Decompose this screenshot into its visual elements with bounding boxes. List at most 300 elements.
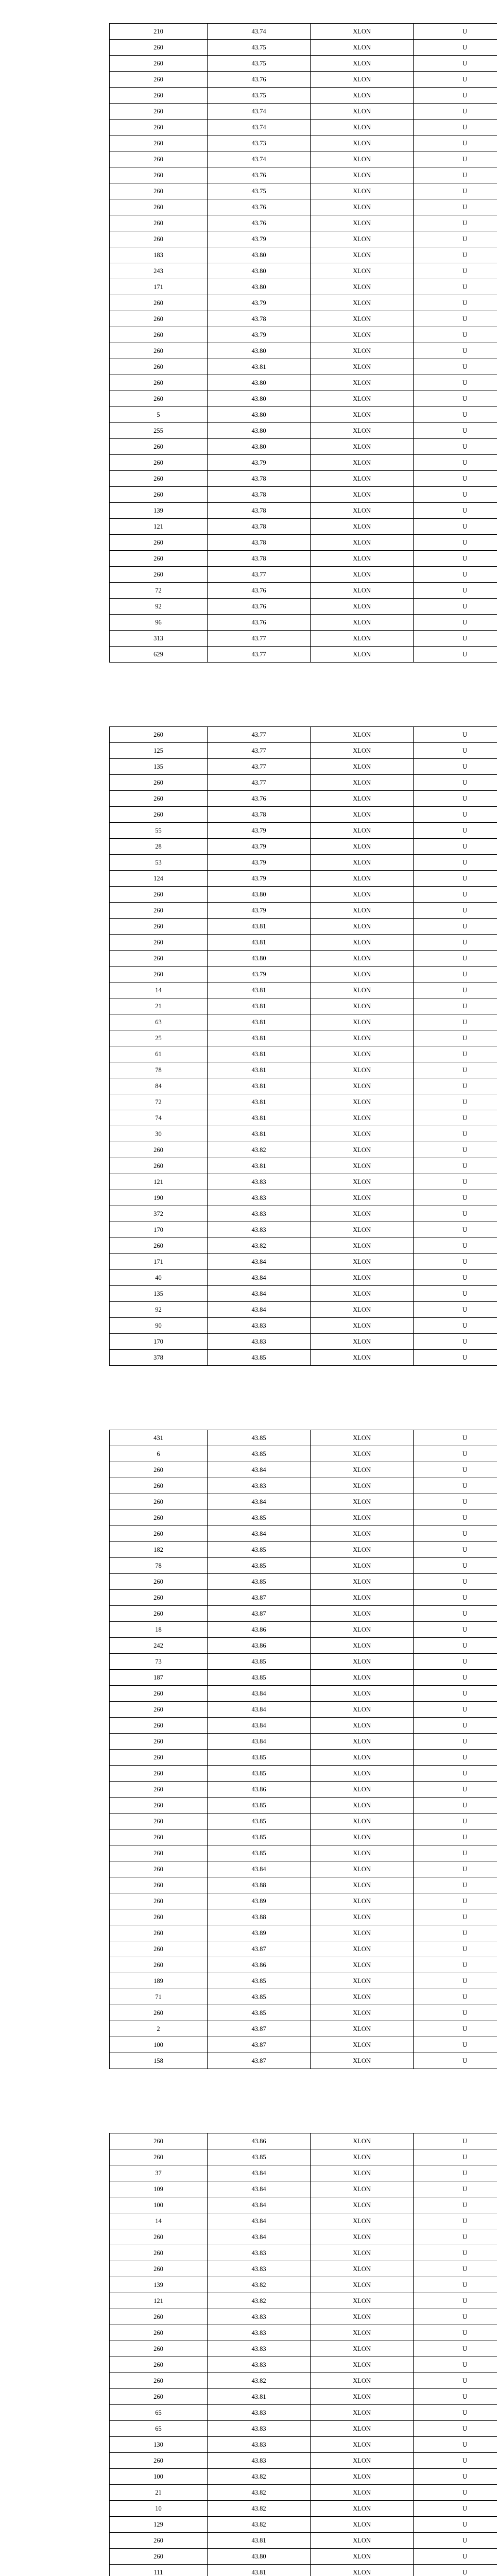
currency-cell: U	[414, 743, 497, 759]
price-cell: 43.83	[208, 1174, 311, 1190]
volume-cell: 260	[110, 967, 208, 982]
trades-table	[109, 726, 497, 1366]
table-row	[110, 1941, 497, 1957]
price-cell: 43.86	[208, 1622, 311, 1638]
volume-cell: 260	[110, 1893, 208, 1909]
table-row	[110, 1670, 497, 1686]
volume-cell: 170	[110, 1222, 208, 1238]
venue-cell: XLON	[311, 263, 414, 279]
table-row	[110, 2453, 497, 2469]
table-row	[110, 311, 497, 327]
price-cell: 43.84	[208, 1270, 311, 1286]
currency-cell: U	[414, 775, 497, 791]
venue-cell: XLON	[311, 951, 414, 967]
volume-cell: 260	[110, 2549, 208, 2565]
price-cell: 43.80	[208, 391, 311, 407]
venue-cell: XLON	[311, 2405, 414, 2421]
price-cell: 43.85	[208, 2149, 311, 2165]
price-cell: 43.85	[208, 1446, 311, 1462]
table-row	[110, 120, 497, 135]
table-row	[110, 1782, 497, 1798]
currency-cell: U	[414, 343, 497, 359]
volume-cell: 260	[110, 2005, 208, 2021]
volume-cell: 53	[110, 855, 208, 871]
volume-cell: 18	[110, 1622, 208, 1638]
volume-cell: 260	[110, 2453, 208, 2469]
currency-cell: U	[414, 2549, 497, 2565]
venue-cell: XLON	[311, 1286, 414, 1302]
currency-cell: U	[414, 1542, 497, 1558]
venue-cell: XLON	[311, 839, 414, 855]
volume-cell: 260	[110, 551, 208, 567]
currency-cell: U	[414, 199, 497, 215]
currency-cell: U	[414, 1142, 497, 1158]
volume-cell: 135	[110, 759, 208, 775]
currency-cell: U	[414, 263, 497, 279]
table-row	[110, 1734, 497, 1750]
volume-cell: 260	[110, 1782, 208, 1798]
currency-cell: U	[414, 967, 497, 982]
venue-cell: XLON	[311, 1941, 414, 1957]
venue-cell: XLON	[311, 2277, 414, 2293]
table-row	[110, 1046, 497, 1062]
price-cell: 43.80	[208, 247, 311, 263]
price-cell: 43.82	[208, 1142, 311, 1158]
table-row	[110, 199, 497, 215]
table-row	[110, 2325, 497, 2341]
trades-table	[109, 23, 497, 663]
table-row	[110, 1702, 497, 1718]
price-cell: 43.77	[208, 631, 311, 647]
table-row	[110, 1174, 497, 1190]
currency-cell: U	[414, 2213, 497, 2229]
table-row	[110, 1654, 497, 1670]
price-cell: 43.80	[208, 951, 311, 967]
currency-cell: U	[414, 1174, 497, 1190]
volume-cell: 121	[110, 1174, 208, 1190]
volume-cell: 72	[110, 583, 208, 599]
currency-cell: U	[414, 2037, 497, 2053]
venue-cell: XLON	[311, 1014, 414, 1030]
price-cell: 43.80	[208, 279, 311, 295]
volume-cell: 171	[110, 1254, 208, 1270]
volume-cell: 170	[110, 1334, 208, 1350]
table-row	[110, 1814, 497, 1829]
currency-cell: U	[414, 1062, 497, 1078]
price-cell: 43.75	[208, 183, 311, 199]
venue-cell: XLON	[311, 1206, 414, 1222]
volume-cell: 260	[110, 343, 208, 359]
table-row	[110, 823, 497, 839]
venue-cell: XLON	[311, 2437, 414, 2453]
venue-cell: XLON	[311, 104, 414, 120]
currency-cell: U	[414, 135, 497, 151]
venue-cell: XLON	[311, 1110, 414, 1126]
venue-cell: XLON	[311, 2341, 414, 2357]
volume-cell: 135	[110, 1286, 208, 1302]
volume-cell: 431	[110, 1430, 208, 1446]
table-row	[110, 2229, 497, 2245]
table-row	[110, 919, 497, 935]
table-row	[110, 183, 497, 199]
venue-cell: XLON	[311, 2373, 414, 2389]
currency-cell: U	[414, 2421, 497, 2437]
price-cell: 43.73	[208, 135, 311, 151]
price-cell: 43.77	[208, 759, 311, 775]
venue-cell: XLON	[311, 919, 414, 935]
venue-cell: XLON	[311, 982, 414, 998]
price-cell: 43.87	[208, 2037, 311, 2053]
currency-cell: U	[414, 151, 497, 167]
currency-cell: U	[414, 2389, 497, 2405]
venue-cell: XLON	[311, 631, 414, 647]
price-cell: 43.88	[208, 1877, 311, 1893]
volume-cell: 158	[110, 2053, 208, 2069]
table-row	[110, 2309, 497, 2325]
currency-cell: U	[414, 2261, 497, 2277]
volume-cell: 139	[110, 2277, 208, 2293]
volume-cell: 260	[110, 775, 208, 791]
price-cell: 43.84	[208, 2197, 311, 2213]
volume-cell: 25	[110, 1030, 208, 1046]
price-cell: 43.85	[208, 1845, 311, 1861]
table-row	[110, 407, 497, 423]
venue-cell: XLON	[311, 120, 414, 135]
currency-cell: U	[414, 1270, 497, 1286]
currency-cell: U	[414, 871, 497, 887]
volume-cell: 63	[110, 1014, 208, 1030]
venue-cell: XLON	[311, 1446, 414, 1462]
currency-cell: U	[414, 1334, 497, 1350]
volume-cell: 171	[110, 279, 208, 295]
volume-cell: 260	[110, 2309, 208, 2325]
table-row	[110, 2405, 497, 2421]
volume-cell: 378	[110, 1350, 208, 1366]
price-cell: 43.82	[208, 2293, 311, 2309]
table-row	[110, 839, 497, 855]
table-row	[110, 2549, 497, 2565]
table-row	[110, 2565, 497, 2576]
volume-cell: 78	[110, 1062, 208, 1078]
table-row	[110, 743, 497, 759]
table-row	[110, 2293, 497, 2309]
price-cell: 43.84	[208, 2229, 311, 2245]
price-cell: 43.84	[208, 1462, 311, 1478]
venue-cell: XLON	[311, 1909, 414, 1925]
venue-cell: XLON	[311, 24, 414, 40]
table-row	[110, 1286, 497, 1302]
table-row	[110, 1430, 497, 1446]
currency-cell: U	[414, 1254, 497, 1270]
currency-cell: U	[414, 1430, 497, 1446]
currency-cell: U	[414, 1909, 497, 1925]
table-row	[110, 1478, 497, 1494]
venue-cell: XLON	[311, 423, 414, 439]
price-cell: 43.80	[208, 2549, 311, 2565]
currency-cell: U	[414, 647, 497, 663]
venue-cell: XLON	[311, 2229, 414, 2245]
currency-cell: U	[414, 727, 497, 743]
currency-cell: U	[414, 2469, 497, 2485]
volume-cell: 260	[110, 183, 208, 199]
price-cell: 43.86	[208, 1638, 311, 1654]
currency-cell: U	[414, 72, 497, 88]
venue-cell: XLON	[311, 2549, 414, 2565]
venue-cell: XLON	[311, 1142, 414, 1158]
currency-cell: U	[414, 2325, 497, 2341]
currency-cell: U	[414, 1925, 497, 1941]
table-row	[110, 1542, 497, 1558]
currency-cell: U	[414, 1861, 497, 1877]
volume-cell: 260	[110, 120, 208, 135]
table-row	[110, 855, 497, 871]
price-cell: 43.86	[208, 1957, 311, 1973]
venue-cell: XLON	[311, 743, 414, 759]
price-cell: 43.77	[208, 647, 311, 663]
table-row	[110, 1893, 497, 1909]
table-row	[110, 263, 497, 279]
venue-cell: XLON	[311, 551, 414, 567]
currency-cell: U	[414, 2005, 497, 2021]
venue-cell: XLON	[311, 1574, 414, 1590]
table-row	[110, 295, 497, 311]
price-cell: 43.80	[208, 263, 311, 279]
table-row	[110, 279, 497, 295]
price-cell: 43.85	[208, 1430, 311, 1446]
currency-cell: U	[414, 1893, 497, 1909]
price-cell: 43.78	[208, 503, 311, 519]
currency-cell: U	[414, 407, 497, 423]
currency-cell: U	[414, 1957, 497, 1973]
venue-cell: XLON	[311, 2565, 414, 2576]
currency-cell: U	[414, 1206, 497, 1222]
price-cell: 43.81	[208, 1126, 311, 1142]
currency-cell: U	[414, 2357, 497, 2373]
page-3	[0, 1406, 497, 2110]
table-row	[110, 1973, 497, 1989]
volume-cell: 21	[110, 998, 208, 1014]
volume-cell: 260	[110, 807, 208, 823]
venue-cell: XLON	[311, 903, 414, 919]
price-cell: 43.84	[208, 1302, 311, 1318]
currency-cell: U	[414, 567, 497, 583]
venue-cell: XLON	[311, 1158, 414, 1174]
venue-cell: XLON	[311, 1718, 414, 1734]
currency-cell: U	[414, 1126, 497, 1142]
trades-table	[109, 1430, 497, 2069]
venue-cell: XLON	[311, 2453, 414, 2469]
volume-cell: 72	[110, 1094, 208, 1110]
venue-cell: XLON	[311, 1238, 414, 1254]
venue-cell: XLON	[311, 2181, 414, 2197]
volume-cell: 121	[110, 519, 208, 535]
volume-cell: 629	[110, 647, 208, 663]
volume-cell: 260	[110, 2133, 208, 2149]
table-row	[110, 2501, 497, 2517]
price-cell: 43.81	[208, 1014, 311, 1030]
currency-cell: U	[414, 2405, 497, 2421]
currency-cell: U	[414, 2229, 497, 2245]
venue-cell: XLON	[311, 759, 414, 775]
volume-cell: 255	[110, 423, 208, 439]
price-cell: 43.87	[208, 2053, 311, 2069]
venue-cell: XLON	[311, 2533, 414, 2549]
table-row	[110, 423, 497, 439]
price-cell: 43.81	[208, 998, 311, 1014]
volume-cell: 260	[110, 1574, 208, 1590]
volume-cell: 96	[110, 615, 208, 631]
currency-cell: U	[414, 1526, 497, 1542]
table-row	[110, 1190, 497, 1206]
volume-cell: 5	[110, 407, 208, 423]
table-row	[110, 1750, 497, 1766]
volume-cell: 260	[110, 1925, 208, 1941]
table-row	[110, 1158, 497, 1174]
venue-cell: XLON	[311, 2325, 414, 2341]
venue-cell: XLON	[311, 455, 414, 471]
price-cell: 43.85	[208, 1973, 311, 1989]
price-cell: 43.78	[208, 487, 311, 503]
price-cell: 43.76	[208, 72, 311, 88]
venue-cell: XLON	[311, 519, 414, 535]
volume-cell: 260	[110, 1510, 208, 1526]
table-row	[110, 88, 497, 104]
volume-cell: 260	[110, 887, 208, 903]
currency-cell: U	[414, 1094, 497, 1110]
currency-cell: U	[414, 1973, 497, 1989]
venue-cell: XLON	[311, 615, 414, 631]
price-cell: 43.83	[208, 2309, 311, 2325]
table-row	[110, 2021, 497, 2037]
venue-cell: XLON	[311, 1750, 414, 1766]
price-cell: 43.81	[208, 2389, 311, 2405]
currency-cell: U	[414, 1670, 497, 1686]
price-cell: 43.81	[208, 1030, 311, 1046]
table-row	[110, 1510, 497, 1526]
table-row	[110, 775, 497, 791]
venue-cell: XLON	[311, 295, 414, 311]
volume-cell: 260	[110, 1526, 208, 1542]
venue-cell: XLON	[311, 1877, 414, 1893]
price-cell: 43.83	[208, 1318, 311, 1334]
currency-cell: U	[414, 2245, 497, 2261]
venue-cell: XLON	[311, 1046, 414, 1062]
currency-cell: U	[414, 24, 497, 40]
price-cell: 43.83	[208, 2421, 311, 2437]
currency-cell: U	[414, 1606, 497, 1622]
currency-cell: U	[414, 1478, 497, 1494]
venue-cell: XLON	[311, 1126, 414, 1142]
venue-cell: XLON	[311, 215, 414, 231]
venue-cell: XLON	[311, 791, 414, 807]
table-row	[110, 2437, 497, 2453]
table-row	[110, 519, 497, 535]
venue-cell: XLON	[311, 2389, 414, 2405]
price-cell: 43.85	[208, 1814, 311, 1829]
currency-cell: U	[414, 2181, 497, 2197]
table-row	[110, 40, 497, 56]
price-cell: 43.79	[208, 967, 311, 982]
venue-cell: XLON	[311, 2165, 414, 2181]
currency-cell: U	[414, 2565, 497, 2576]
currency-cell: U	[414, 279, 497, 295]
venue-cell: XLON	[311, 647, 414, 663]
volume-cell: 260	[110, 215, 208, 231]
price-cell: 43.85	[208, 1542, 311, 1558]
table-row	[110, 1318, 497, 1334]
table-row	[110, 1861, 497, 1877]
currency-cell: U	[414, 1814, 497, 1829]
table-row	[110, 1877, 497, 1893]
volume-cell: 260	[110, 40, 208, 56]
table-row	[110, 2213, 497, 2229]
currency-cell: U	[414, 327, 497, 343]
currency-cell: U	[414, 503, 497, 519]
price-cell: 43.78	[208, 551, 311, 567]
table-row	[110, 487, 497, 503]
currency-cell: U	[414, 2437, 497, 2453]
price-cell: 43.81	[208, 2533, 311, 2549]
volume-cell: 90	[110, 1318, 208, 1334]
volume-cell: 260	[110, 2341, 208, 2357]
volume-cell: 14	[110, 2213, 208, 2229]
venue-cell: XLON	[311, 935, 414, 951]
table-row	[110, 56, 497, 72]
venue-cell: XLON	[311, 567, 414, 583]
table-row	[110, 1957, 497, 1973]
table-row	[110, 135, 497, 151]
volume-cell: 100	[110, 2197, 208, 2213]
table-row	[110, 2165, 497, 2181]
venue-cell: XLON	[311, 1318, 414, 1334]
price-cell: 43.77	[208, 743, 311, 759]
table-row	[110, 1126, 497, 1142]
venue-cell: XLON	[311, 775, 414, 791]
volume-cell: 260	[110, 1750, 208, 1766]
table-row	[110, 455, 497, 471]
volume-cell: 121	[110, 2293, 208, 2309]
currency-cell: U	[414, 2165, 497, 2181]
trades-table	[109, 2133, 497, 2576]
price-cell: 43.81	[208, 2565, 311, 2576]
currency-cell: U	[414, 2501, 497, 2517]
volume-cell: 260	[110, 56, 208, 72]
table-row	[110, 1606, 497, 1622]
venue-cell: XLON	[311, 439, 414, 455]
venue-cell: XLON	[311, 2421, 414, 2437]
currency-cell: U	[414, 1462, 497, 1478]
volume-cell: 260	[110, 951, 208, 967]
venue-cell: XLON	[311, 151, 414, 167]
currency-cell: U	[414, 919, 497, 935]
currency-cell: U	[414, 759, 497, 775]
volume-cell: 260	[110, 1238, 208, 1254]
volume-cell: 183	[110, 247, 208, 263]
currency-cell: U	[414, 1750, 497, 1766]
currency-cell: U	[414, 1798, 497, 1814]
volume-cell: 260	[110, 327, 208, 343]
table-row	[110, 807, 497, 823]
venue-cell: XLON	[311, 2517, 414, 2533]
venue-cell: XLON	[311, 407, 414, 423]
volume-cell: 100	[110, 2469, 208, 2485]
volume-cell: 260	[110, 295, 208, 311]
volume-cell: 2	[110, 2021, 208, 2037]
venue-cell: XLON	[311, 1782, 414, 1798]
price-cell: 43.83	[208, 2341, 311, 2357]
currency-cell: U	[414, 2517, 497, 2533]
price-cell: 43.74	[208, 24, 311, 40]
